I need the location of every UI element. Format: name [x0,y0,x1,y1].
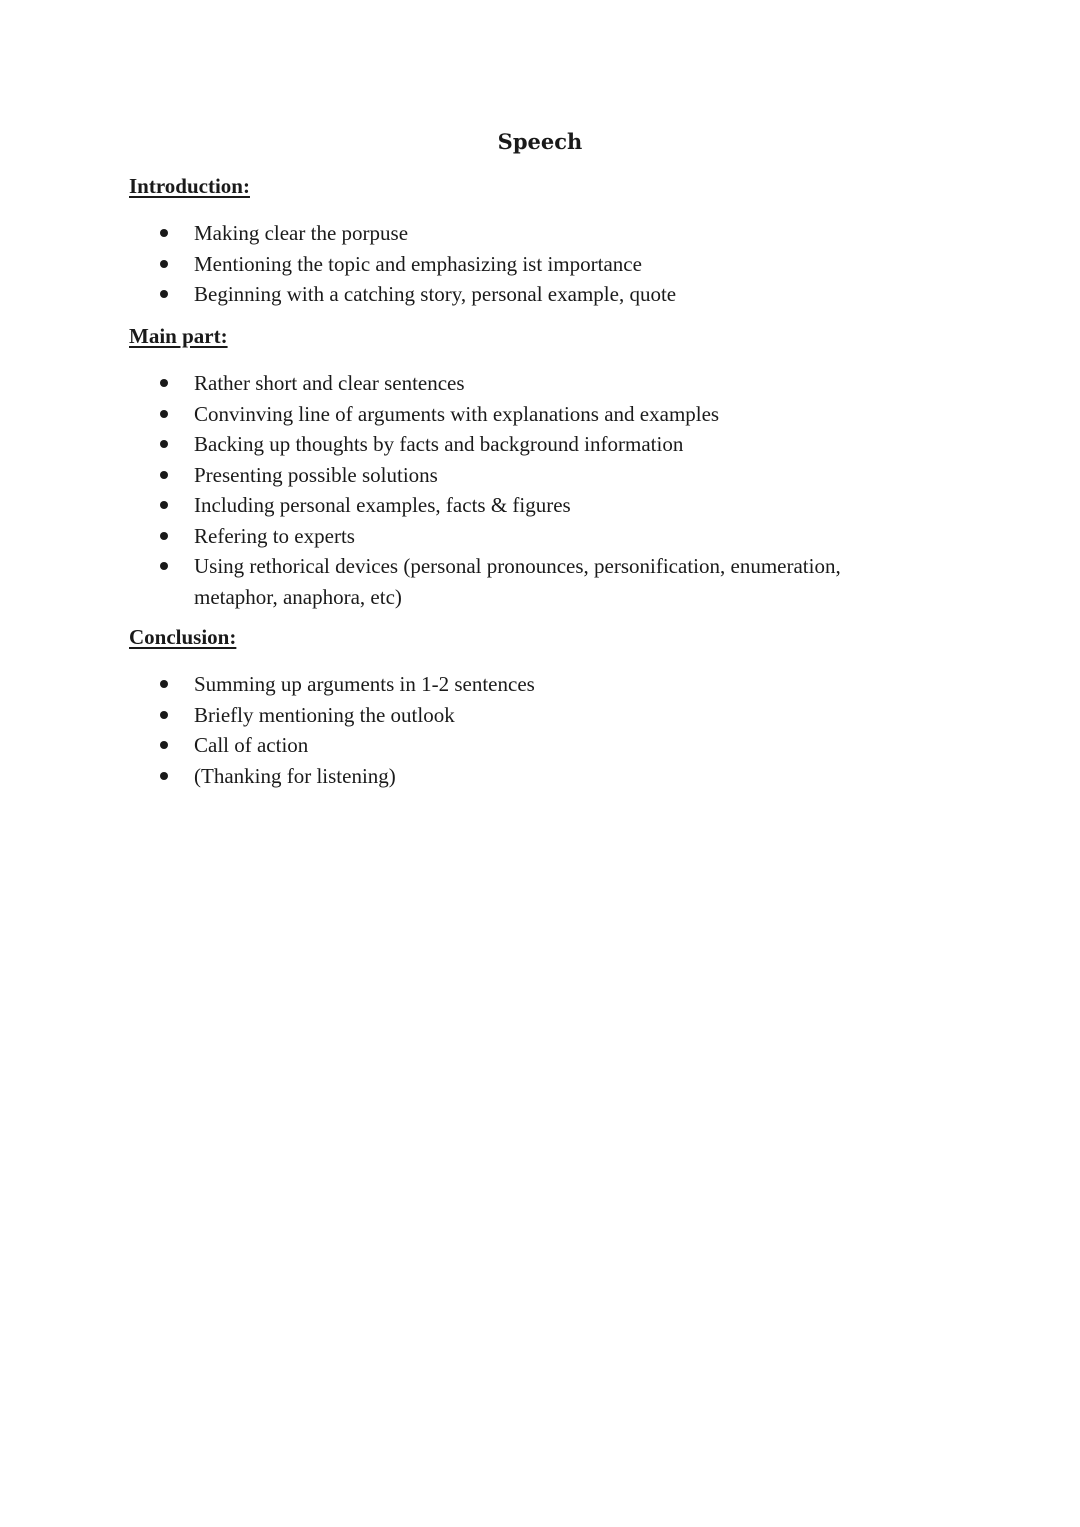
list-item [0,279,1080,310]
bullet-icon [160,501,168,509]
bullet-icon [160,772,168,780]
list-item-text: Summing up arguments in 1-2 sentences [194,672,535,696]
list-item [0,218,1080,249]
list-item-text: Convinving line of arguments with explanations and examples [194,401,720,426]
bullet-icon [160,532,168,540]
document-title: Speech [497,129,583,154]
list-item [0,551,1080,612]
list-item-text: Making clear the porpuse [194,221,409,245]
bullet-icon [160,680,168,688]
section-heading-main-part: Main part: [129,324,228,348]
list-item-text: Call of action [194,733,309,757]
list-item-text: Using rethorical devices (personal pronounces, personification, enumeration, metaphor, anaphora, etc) [194,554,841,609]
bullet-icon [160,440,168,448]
bullet-icon [160,711,168,719]
introduction-list [0,218,1080,310]
section-heading-conclusion: Conclusion: [129,625,237,649]
list-item [0,460,1080,491]
list-item [0,490,1080,521]
list-item-text: Backing up thoughts by facts and background information [194,432,684,456]
list-item [0,761,1080,792]
list-item [0,730,1080,761]
main-part-list [0,368,1080,612]
list-item [0,399,1080,430]
list-item-text: Beginning with a catching story, personal example, quote [194,282,677,306]
bullet-icon [160,229,168,237]
list-item-text: Presenting possible solutions [194,462,438,487]
section-heading-introduction: Introduction: [129,174,250,198]
list-item-text: Including personal examples, facts & figures [194,493,571,517]
list-item [0,669,1080,700]
list-item [0,368,1080,399]
list-item-text: Mentioning the topic and emphasizing ist importance [194,251,642,276]
conclusion-list [0,669,1080,791]
list-item-text: Refering to experts [194,523,355,548]
list-item [0,249,1080,280]
bullet-icon [160,410,168,418]
bullet-icon [160,741,168,749]
list-item-text: (Thanking for listening) [194,763,396,788]
list-item-text: Rather short and clear sentences [194,371,465,395]
bullet-icon [160,290,168,298]
list-item-text: Briefly mentioning the outlook [194,702,455,727]
bullet-icon [160,379,168,387]
bullet-icon [160,562,168,570]
bullet-icon [160,471,168,479]
list-item [0,521,1080,552]
bullet-icon [160,260,168,268]
list-item [0,429,1080,460]
list-item [0,700,1080,731]
